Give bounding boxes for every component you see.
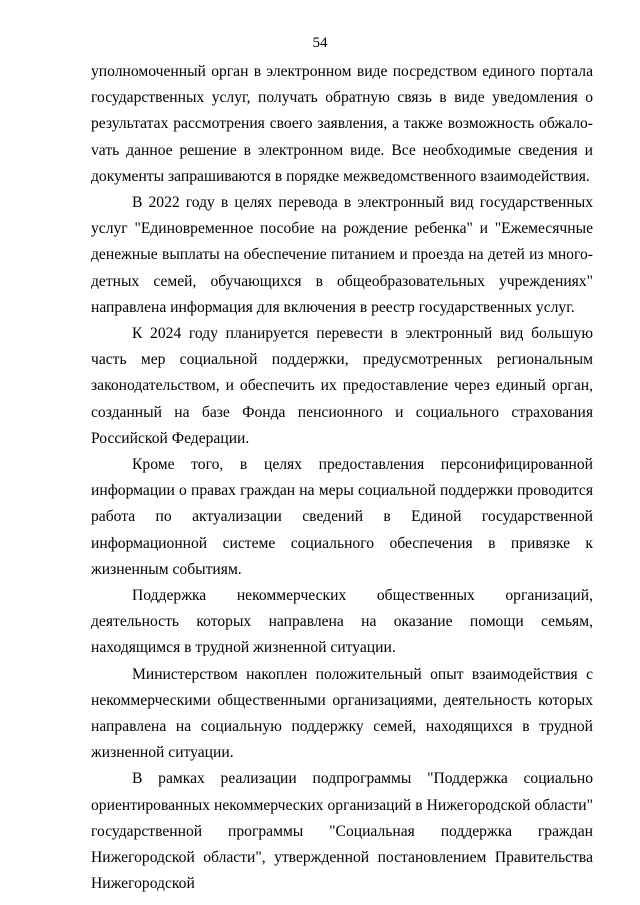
document-body [91, 59, 593, 898]
paragraph-electronic-services-2022: В 2022 году в целях перевода в электронный вид государственных услуг "Единовременное пособие на рождение ребенка" и "Ежемесячные денежные выплаты на обеспечение питанием и проезда на детей из многодетных семей, обучающихся в общеобразовательных учреждениях" направлена информация для включения в реестр государственных услуг. [91, 194, 593, 316]
paragraph-ministry-experience: Министерством накоплен положительный опыт взаимодействия с некоммерческими общественными организациями, деятельность которых направлена на социальную поддержку семей, находящихся в трудной жизненной ситуации. [91, 665, 593, 762]
paragraph-subprogram: В рамках реализации подпрограммы "Поддержка социально ориентированных некоммерческих организаций в Нижегородской области" государственной программы "Социальная поддержка граждан Нижегородской области", утвержденной постановлением Правительства Нижегородской [91, 770, 593, 893]
paragraph-personalized-information: Кроме того, в целях предоставления персонифицированной информации о правах граждан на меры социальной поддержки проводится работа по актуализации сведений в Единой государственной информационной системе социального обеспечения в привязке к жизненным событиям. [91, 456, 593, 578]
page-number: 54 [312, 35, 328, 51]
paragraph-ngo-support-heading: Поддержка некоммерческих общественных организаций, деятельность которых направлена на оказание помощи семьям, находящимся в трудной жизненной ситуации. [91, 587, 593, 657]
paragraph-plans-2024: К 2024 году планируется перевести в электронный вид большую часть мер социальной поддержки, предусмотренных региональным законодательством, и обеспечить их предоставление через единый орган, созданный на базе Фонда пенсионного и социального страхования Российской Федерации. [91, 325, 593, 447]
paragraph-continuation: уполномоченный орган в электронном виде посредством единого портала государственных услуг, получать обратную связь в виде уведомления о результатах рассмотрения своего заявления, а также возможность обжалоvать данное решение в электронном виде. Все необходимые сведения и документы запрашиваются в порядке межведомственного взаимодействия. [91, 63, 593, 185]
